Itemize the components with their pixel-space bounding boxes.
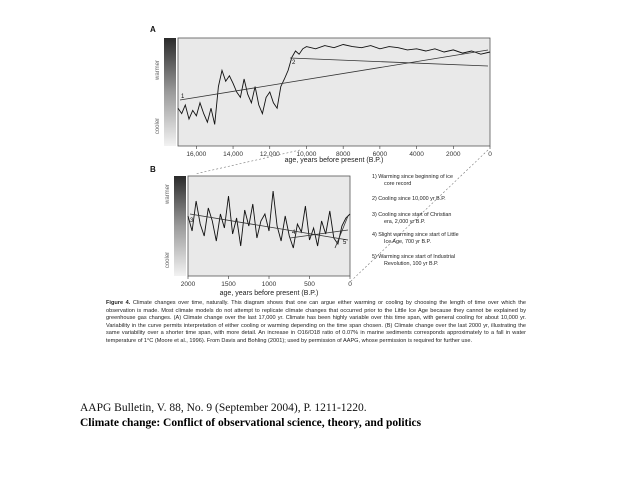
panel-b-tick-label: 2000 [180, 281, 196, 288]
citation-reference: AAPG Bulletin, V. 88, No. 9 (September 2004), P. 1211-1220. [80, 402, 367, 414]
panel-b-cooler-label: cooler [165, 251, 171, 269]
panel-a-marker-2: 2 [292, 60, 296, 66]
note-2-line-1: 2) Cooling since 10,000 yr B.P. [372, 196, 446, 202]
panel-a-tick-label: 14,000 [223, 151, 244, 158]
panel-a-plot-area [178, 38, 490, 146]
panel-a-marker-1: 1 [181, 94, 185, 100]
panel-a-label: A [150, 25, 156, 34]
note-3-line-2: era, 2,000 yr B.P. [384, 219, 426, 225]
panel-a-tick-label: 2000 [446, 151, 461, 158]
panel-a-tick-label: 10,000 [296, 151, 317, 158]
panel-b-marker-5: 5 [343, 240, 347, 246]
panel-a-xlabel: age, years before present (B.P.) [284, 157, 384, 164]
note-5-line-2: Revolution, 100 yr B.P. [384, 261, 439, 267]
panel-a-tick-label: 4000 [409, 151, 424, 158]
trend-notes [372, 174, 459, 267]
panel-b-x-ticks [181, 276, 352, 288]
figure-caption [106, 300, 526, 346]
panel-b-tick-label: 1500 [221, 281, 236, 288]
panel-a-tick-label: 6000 [372, 151, 388, 158]
panel-a-tick-label: 12,000 [259, 151, 280, 158]
panel-a-tick-label: 16,000 [186, 151, 207, 158]
panel-a-warmer-label: warmer [155, 59, 161, 81]
panel-a-tick-label: 0 [488, 151, 492, 158]
panel-b-tick-label: 0 [348, 281, 352, 288]
panel-b-plot-area [188, 176, 350, 276]
caption-label: Figure 4. [106, 300, 131, 306]
panel-b-marker-4: 4 [292, 230, 296, 236]
citation-title: Climate change: Conflict of observational science, theory, and politics [80, 417, 422, 429]
panel-b-temp-scale [174, 176, 186, 276]
caption-text: Climate changes over time, naturally. This diagram shows that one can argue either warming or cooling by choosing the length of time over which the observation is made. Most climate models do not attempt to replicate climate changes that occurred prior to the Little Ice Age because they cannot be explained by greenhouse gas changes. (A) Climate change over the last 17,000 yr. Climate has been highly variable over this time span, with general cooling for about 10,000 yr. Variability in the curve permits interpretation of either cooling or warming depending on the time span chosen. (B) Climate change over the last 2000 yr, illustrating the same variability over a shorter time span, with more detail. An increase in O16/O18 ratio of 0.07% in marine sediments corresponds approximately to a fall in water temperature of 1°C (Moore et al., 1996). From Davis and Bohling (2001); used by permission of AAPG, whose permission is required for further use. [106, 300, 526, 344]
panel-a-cooler-label: cooler [155, 117, 161, 135]
panel-b-marker-3: 3 [190, 218, 194, 224]
panel-b-warmer-label: warmer [165, 183, 171, 205]
panel-b-tick-label: 500 [304, 281, 315, 288]
panel-b-tick-label: 1000 [261, 281, 277, 288]
panel-b-label: B [150, 165, 156, 174]
panel-a-tick-label: 8000 [335, 151, 351, 158]
note-1-line-1: 1) Warming since beginning of ice [372, 174, 453, 180]
note-4-line-2: Ice Age, 700 yr B.P. [384, 239, 431, 245]
note-4-line-1: 4) Slight warming since start of Little [372, 232, 459, 238]
panel-b-xlabel: age, years before present (B.P.) [219, 290, 319, 297]
panel-a-temp-scale [164, 38, 176, 146]
note-5-line-1: 5) Warming since start of Industrial [372, 254, 456, 260]
note-3-line-1: 3) Cooling since start of Christian [372, 212, 452, 218]
note-1-line-2: core record [384, 181, 412, 187]
